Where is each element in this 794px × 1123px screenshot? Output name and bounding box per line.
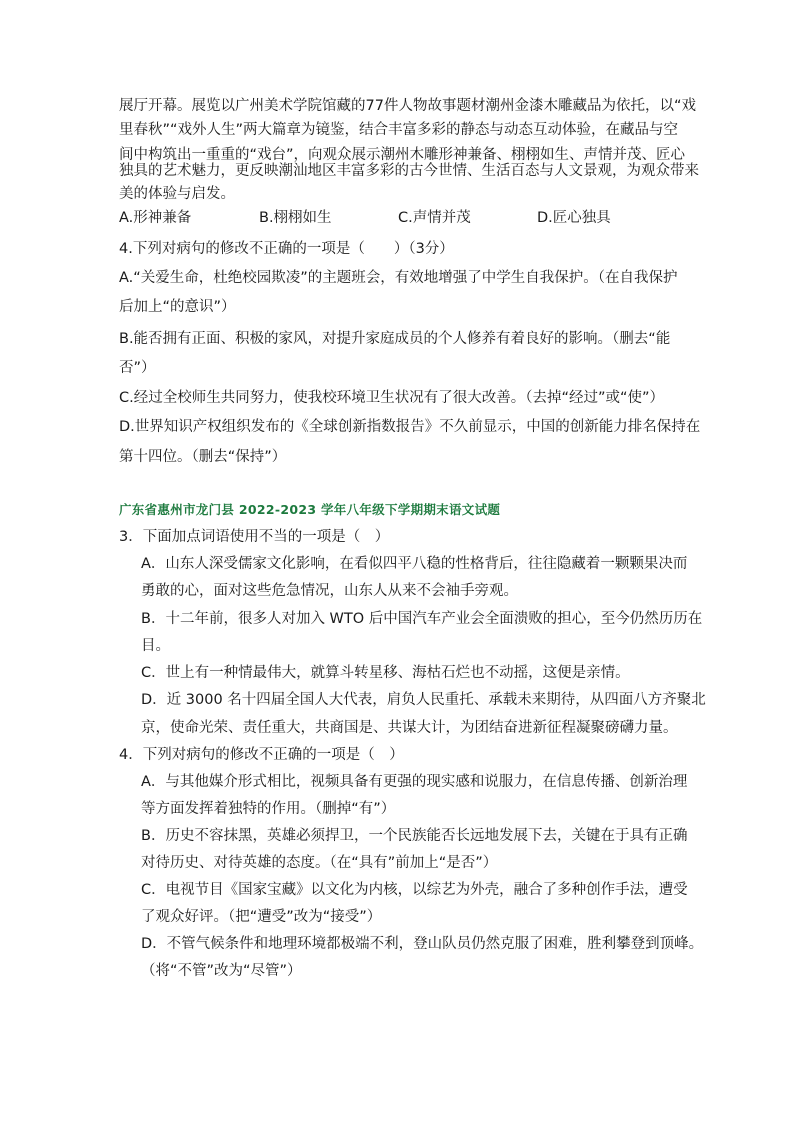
answer-line: 对待历史、对待英雄的态度。（在“具有”前加上“是否”）	[141, 855, 498, 871]
option-b: B.栩栩如生	[259, 210, 332, 226]
question-stem: 4.下列对病句的修改不正确的一项是（ ）（3分）	[119, 241, 454, 257]
answer-line: 第十四位。（删去“保持”）	[119, 449, 287, 465]
answer-line: C.经过全校师生共同努力，使我校环境卫生状况有了很大改善。（去掉“经过”或“使”）	[119, 390, 665, 406]
answer-line: D．不管气候条件和地理环境都极端不利，登山队员仍然克服了困难，胜利攀登到顶峰。	[141, 936, 704, 952]
answer-line: B.能否拥有正面、积极的家风，对提升家庭成员的个人修养有着良好的影响。（删去“能	[119, 331, 671, 347]
answer-line: B．历史不容抹黑，英雄必须捍卫，一个民族能否长远地发展下去，关键在于具有正确	[141, 828, 688, 844]
section-title: 广东省惠州市龙门县 2022-2023 学年八年级下学期期末语文试题	[119, 502, 501, 517]
answer-line: A.“关爱生命，杜绝校园欺凌”的主题班会，有效地增强了中学生自我保护。（在自我保护	[119, 270, 678, 286]
question-stem: 3．下面加点词语使用不当的一项是（ ）	[119, 529, 390, 545]
answer-line: A．与其他媒介形式相比，视频具备有更强的现实感和说服力，在信息传播、创新治理	[141, 774, 688, 790]
answer-line: B．十二年前，很多人对加入 WTO 后中国汽车产业会全面溃败的担心，至今仍然历历在	[141, 611, 703, 627]
answer-line: D．近 3000 名十四届全国人大代表，肩负人民重托、承载未来期待，从四面八方齐聚北	[141, 692, 706, 708]
answer-line: C．世上有一种情最伟大，就算斗转星移、海枯石烂也不动摇，这便是亲情。	[141, 665, 630, 681]
passage-line: 里春秋”“戏外人生”两大篇章为镜鉴，结合丰富多彩的静态与动态互动体验，在藏品与空	[119, 122, 679, 138]
answer-line: A．山东人深受儒家文化影响，在看似四平八稳的性格背后，往往隐藏着一颗颗果决而	[141, 556, 688, 572]
answer-line: （将“不管”改为“尽管”）	[141, 963, 302, 979]
passage-line: 独具的艺术魅力，更反映潮汕地区丰富多彩的古今世情、生活百态与人文景观，为观众带来	[119, 163, 699, 179]
answer-line: 否”）	[119, 360, 156, 376]
answer-line: 京，使命光荣、责任重大，共商国是、共谋大计，为团结奋进新征程凝聚磅礴力量。	[141, 720, 678, 736]
answer-line: 勇敢的心，面对这些危急情况，山东人从来不会袖手旁观。	[141, 583, 518, 599]
answer-line: C．电视节目《国家宝藏》以文化为内核，以综艺为外壳，融合了多种创作手法，遭受	[141, 882, 688, 898]
option-a: A.形神兼备	[119, 210, 192, 226]
option-c: C.声情并茂	[398, 210, 471, 226]
answer-line: 等方面发挥着独特的作用。（删掉“有”）	[141, 801, 396, 817]
answer-line: 后加上“的意识”）	[119, 299, 236, 315]
passage-line: 间中构筑出一重重的“戏台”，向观众展示潮州木雕形神兼备、栩栩如生、声情并茂、匠心	[119, 147, 686, 163]
answer-line: 目。	[141, 638, 170, 654]
option-d: D.匠心独具	[537, 210, 611, 226]
passage-line: 展厅开幕。展览以广州美术学院馆藏的77件人物故事题材潮州金漆木雕藏品为依托，以“戏	[119, 98, 696, 114]
answer-line: D.世界知识产权组织发布的《全球创新指数报告》不久前显示，中国的创新能力排名保持在	[119, 419, 701, 435]
question-stem: 4．下列对病句的修改不正确的一项是（ ）	[119, 747, 404, 763]
answer-line: 了观众好评。（把“遭受”改为“接受”）	[141, 909, 382, 925]
passage-line: 美的体验与启发。	[119, 186, 235, 202]
